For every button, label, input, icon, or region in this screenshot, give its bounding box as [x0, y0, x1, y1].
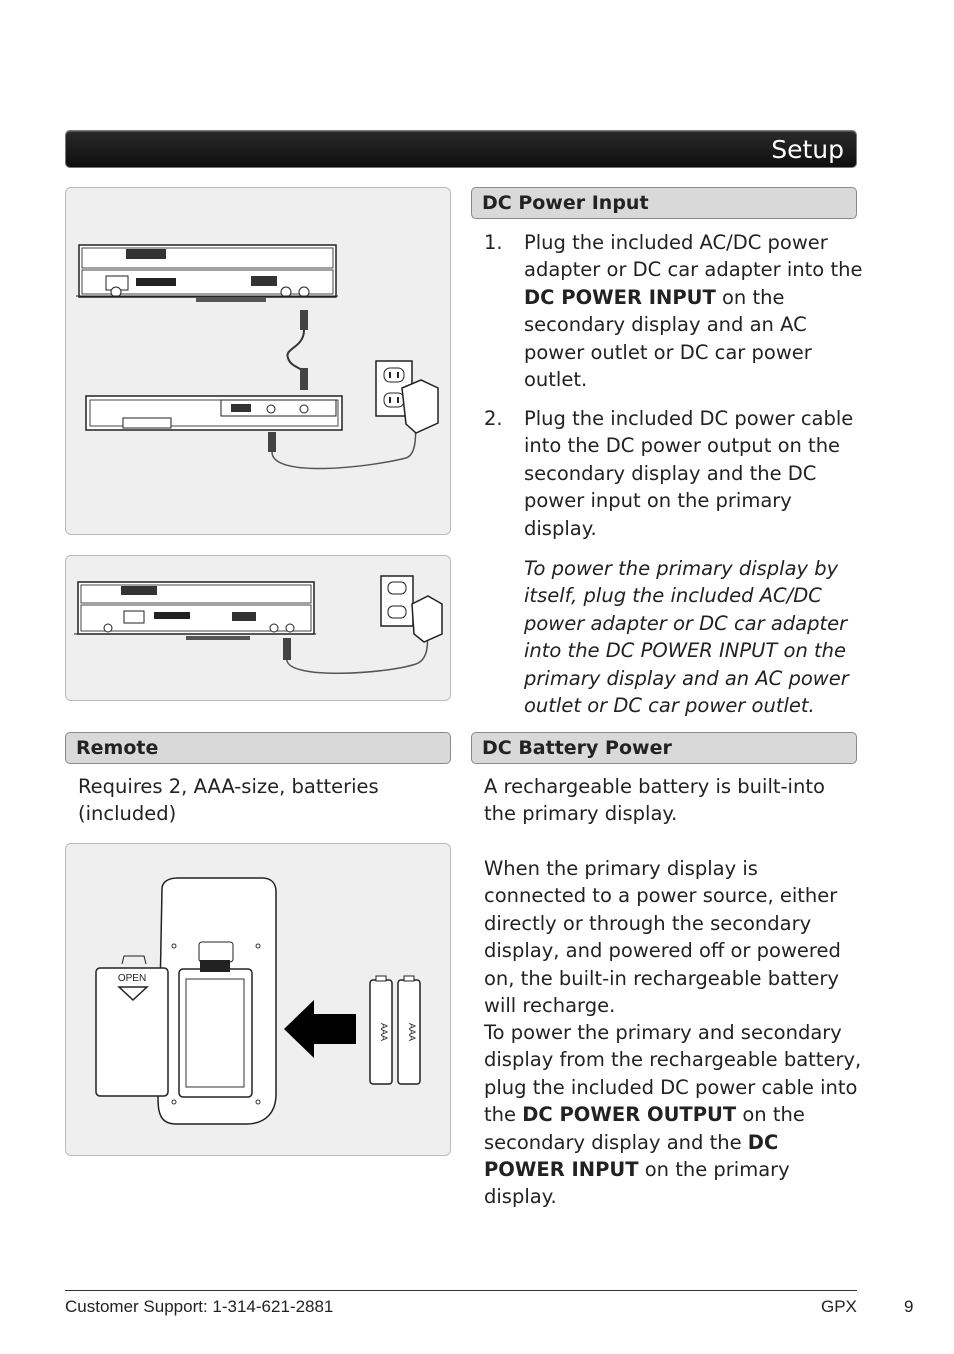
step-text-bold: DC POWER INPUT	[524, 285, 716, 309]
paragraph-part: on the secondary display and the	[484, 1103, 805, 1154]
step-text-part: Plug the included AC/DC power adapter or DC car adapter into the	[524, 231, 863, 282]
battery-paragraph-2: When the primary display is connected to a power source, either directly or through the secondary display, and powered off or powered on, the built-in rechargeable battery will recharge.	[484, 857, 841, 1018]
dc-battery-power-heading-bar	[471, 732, 857, 764]
battery-aaa-label: AAA	[407, 1022, 417, 1042]
step-number: 2.	[484, 407, 503, 430]
section-banner	[65, 130, 857, 168]
step-text-part: on the secondary display and an AC power outlet or DC car power outlet.	[524, 285, 812, 392]
primary-display-outlet-illustration	[65, 555, 451, 701]
paragraph-part: on the primary display.	[484, 1158, 790, 1209]
remote-heading: Remote	[76, 737, 159, 759]
step-text	[524, 229, 864, 393]
footer-page-number: 9	[904, 1297, 914, 1316]
battery-paragraph-3	[484, 1019, 862, 1211]
page-title: Setup	[771, 135, 844, 164]
dual-display-connection-illustration	[65, 187, 451, 535]
dc-power-input-heading-bar	[471, 187, 857, 219]
remote-battery-illustration	[65, 843, 451, 1156]
footer-support: Customer Support: 1-314-621-2881	[65, 1297, 334, 1316]
dc-power-input-heading: DC Power Input	[482, 192, 649, 214]
paragraph-part: To power the primary and secondary display from the rechargeable battery, plug the included DC power cable into the	[484, 1021, 862, 1127]
step-number: 1.	[484, 231, 503, 254]
dc-battery-power-heading: DC Battery Power	[482, 737, 672, 759]
battery-aaa-label: AAA	[379, 1022, 389, 1042]
paragraph-bold: DC POWER INPUT	[484, 1130, 779, 1182]
footer-brand: GPX	[821, 1297, 857, 1316]
remote-battery-text: Requires 2, AAA-size, batteries (included)	[78, 775, 379, 826]
footer-divider	[65, 1290, 857, 1291]
primary-display-note: To power the primary display by itself, plug the included AC/DC power adapter or DC car adapter into the DC POWER INPUT on the primary display and an AC power outlet or DC car power outlet.	[524, 557, 849, 718]
battery-paragraph-1: A rechargeable battery is built-into the primary display.	[484, 775, 825, 826]
remote-heading-bar	[65, 732, 451, 764]
battery-cover-open-label: OPEN	[117, 973, 147, 984]
paragraph-bold: DC POWER OUTPUT	[522, 1103, 737, 1127]
step-text: Plug the included DC power cable into the DC power output on the secondary display and the DC power input on the primary display.	[524, 407, 854, 540]
